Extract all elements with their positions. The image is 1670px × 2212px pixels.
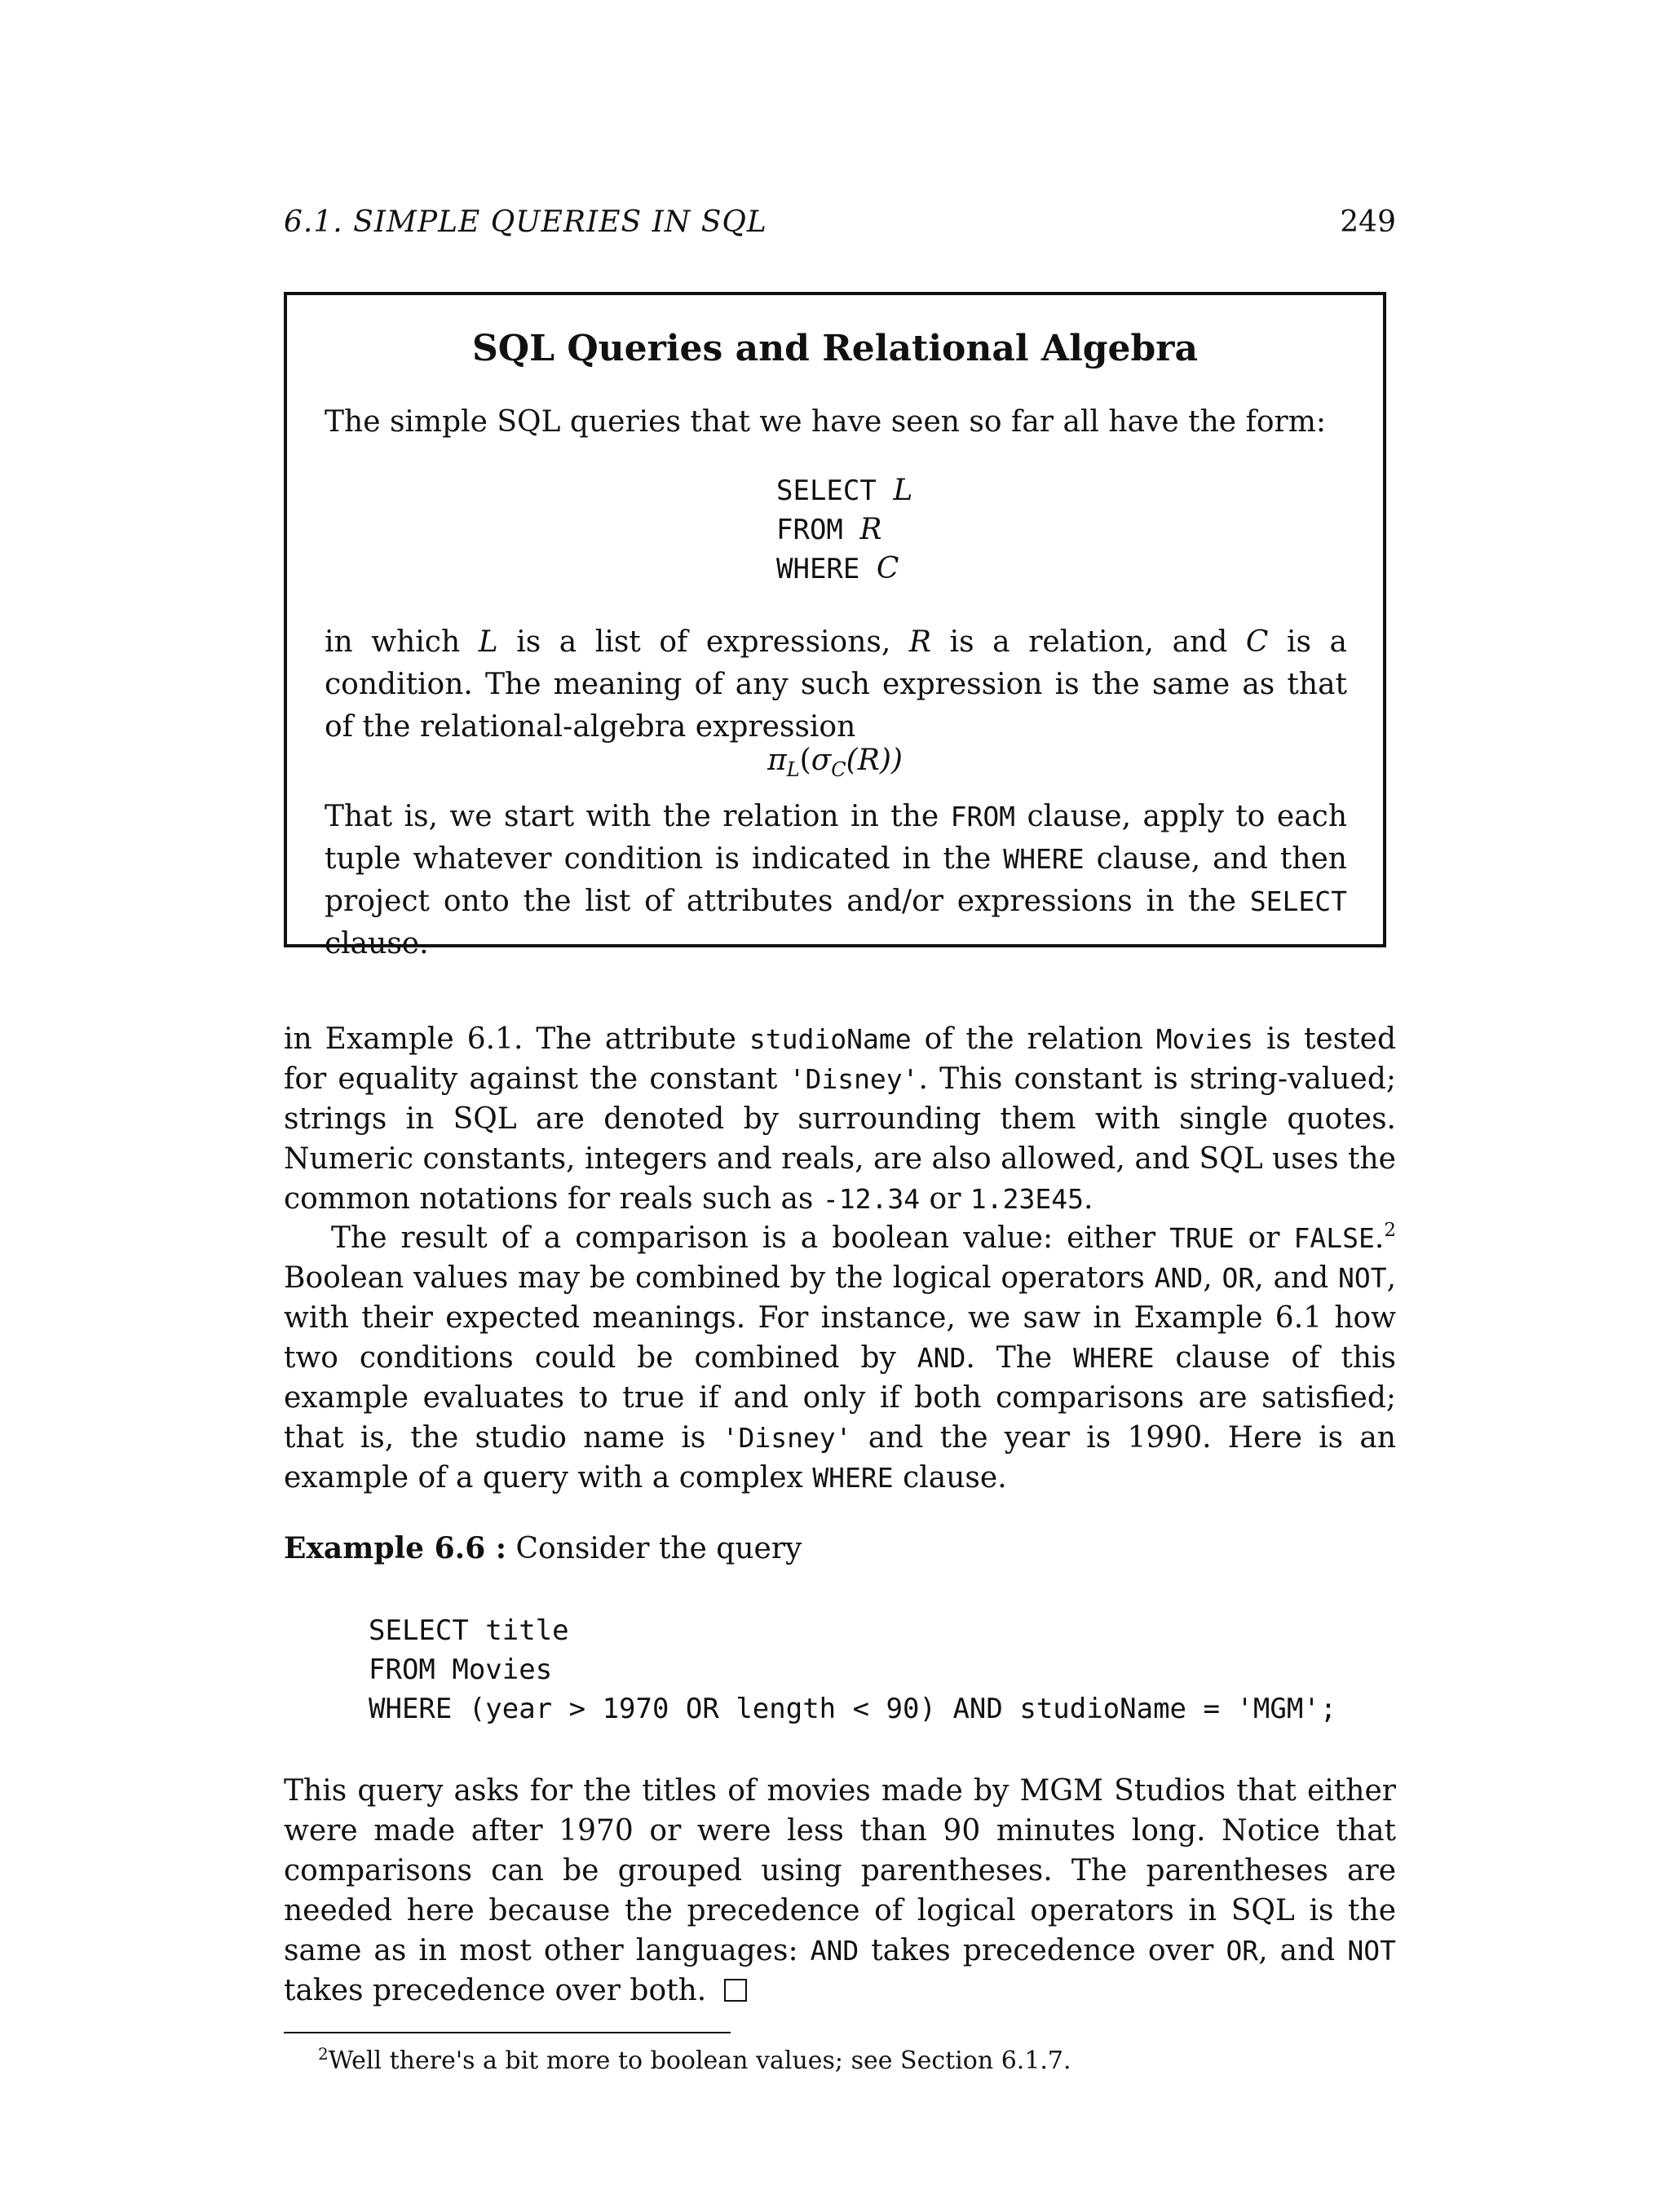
end-of-example-icon [724, 1979, 747, 2002]
footnote-mark: 2 [318, 2044, 329, 2064]
code-or: OR [1222, 1262, 1255, 1294]
where-keyword: WHERE [776, 553, 860, 585]
box-intro: The simple SQL queries that we have seen so far all have the form: [325, 405, 1326, 439]
sigma-subscript: C [831, 758, 846, 782]
footnote-text: Well there's a bit more to boolean values; see Section 6.1.7. [328, 2046, 1071, 2075]
paragraph-2 [284, 1218, 1396, 1498]
text: is a condition. The meaning of any such expression is the same as that of the relational-algebra expression [325, 625, 1347, 744]
text: . The [965, 1341, 1074, 1375]
formula-inner: (R)) [846, 744, 903, 777]
example-heading [284, 1531, 802, 1565]
code-number: 1.23E45 [970, 1183, 1084, 1215]
text: . [1083, 1182, 1093, 1216]
code-number: -12.34 [822, 1183, 921, 1215]
code-where: WHERE [1003, 843, 1085, 875]
query-line: SELECT title [369, 1614, 569, 1647]
code-true: TRUE [1169, 1222, 1235, 1254]
text: or [1234, 1221, 1294, 1255]
var-l: L [893, 474, 913, 507]
example-text: Consider the query [506, 1532, 802, 1565]
select-keyword: SELECT [776, 475, 877, 507]
code-where: WHERE [812, 1462, 894, 1494]
relational-algebra-formula [287, 744, 1383, 781]
text: in Example 6.1. The attribute [284, 1022, 749, 1056]
sidebar-box [284, 292, 1386, 960]
text: The result of a comparison is a boolean value: either [331, 1221, 1170, 1255]
paragraph-3 [284, 1771, 1396, 2011]
code-or: OR [1226, 1935, 1259, 1967]
text: , [1203, 1261, 1222, 1295]
text: is a relation, and [931, 625, 1246, 659]
footnote [318, 2046, 1071, 2075]
text: is tested for equality against the constant [284, 1022, 1397, 1096]
query-line: WHERE (year > 1970 OR length < 90) AND studioName = 'MGM'; [369, 1693, 1337, 1725]
code-and: AND [810, 1935, 859, 1967]
var-r: R [859, 513, 882, 546]
text: clause. [325, 927, 429, 960]
var-c: C [876, 552, 899, 585]
text: Boolean values may be combined by the logical operators [284, 1261, 1155, 1295]
text: of the relation [911, 1022, 1156, 1056]
box-para-2 [325, 796, 1347, 965]
text: , and [1254, 1261, 1338, 1295]
var-c: C [1245, 625, 1269, 659]
box-para-1 [325, 621, 1347, 748]
text: . [1374, 1221, 1385, 1255]
code-not: NOT [1337, 1262, 1387, 1294]
text: takes precedence over [859, 1934, 1226, 1967]
text: in which [325, 625, 479, 659]
box-title: SQL Queries and Relational Algebra [471, 328, 1198, 369]
code-studioname: studioName [749, 1023, 912, 1055]
query-line: FROM Movies [369, 1653, 553, 1686]
text: , with their expected meanings. For instance, we saw in Example 6.1 how two conditions could be combined by [284, 1261, 1397, 1375]
text: clause of this example evaluates to true if and only if both comparisons are satisfied; that is, the studio name is [284, 1341, 1396, 1455]
code-and: AND [1154, 1262, 1204, 1294]
pi-subscript: L [786, 758, 800, 782]
code-false: FALSE [1293, 1222, 1375, 1254]
text: . This constant is string-valued; strings in SQL are denoted by surrounding them with single quotes. Numeric constants, integers and reals, are also allowed, and SQL uses the common notations for reals such as [284, 1062, 1396, 1216]
sigma-symbol: σ [811, 744, 832, 777]
from-keyword: FROM [776, 514, 843, 546]
code-disney: 'Disney' [789, 1063, 919, 1095]
code-from: FROM [950, 801, 1016, 832]
page-number: 249 [1340, 205, 1396, 239]
code-select: SELECT [1249, 885, 1347, 917]
code-not: NOT [1347, 1935, 1396, 1967]
pi-symbol: π [767, 744, 787, 777]
paren: ( [799, 744, 811, 777]
box-sql-form [776, 471, 912, 589]
code-movies: Movies [1155, 1023, 1254, 1055]
example-label: Example 6.6 : [284, 1531, 507, 1565]
code-disney: 'Disney' [722, 1422, 852, 1454]
text: and the year is 1990. Here is an example of a query with a complex [284, 1421, 1396, 1495]
var-r: R [908, 625, 932, 659]
text: is a list of expressions, [497, 625, 909, 659]
text: clause, and then project onto the list of attributes and/or expressions in the [325, 842, 1347, 918]
text: or [920, 1182, 970, 1216]
running-head: 6.1. SIMPLE QUERIES IN SQL [284, 205, 767, 239]
text: That is, we start with the relation in the [325, 800, 951, 833]
text: clause. [893, 1461, 1007, 1495]
text: , and [1258, 1934, 1348, 1967]
var-l: L [478, 625, 498, 659]
example-query [369, 1611, 1336, 1729]
footnote-marker[interactable]: 2 [1384, 1220, 1396, 1241]
paragraph-1 [284, 1019, 1396, 1219]
text: takes precedence over both. [284, 1974, 707, 2007]
code-and: AND [917, 1342, 966, 1374]
footnote-rule [284, 2032, 731, 2033]
text: clause, apply to each tuple whatever condition is indicated in the [325, 800, 1347, 876]
code-where: WHERE [1073, 1342, 1155, 1374]
text: This query asks for the titles of movies made by MGM Studios that either were made after 1970 or were less than 90 minutes long. Notice that comparisons can be grouped using parentheses. The parentheses are needed here because the precedence of logical operators in SQL is the same as in most other languages: [284, 1774, 1396, 1967]
